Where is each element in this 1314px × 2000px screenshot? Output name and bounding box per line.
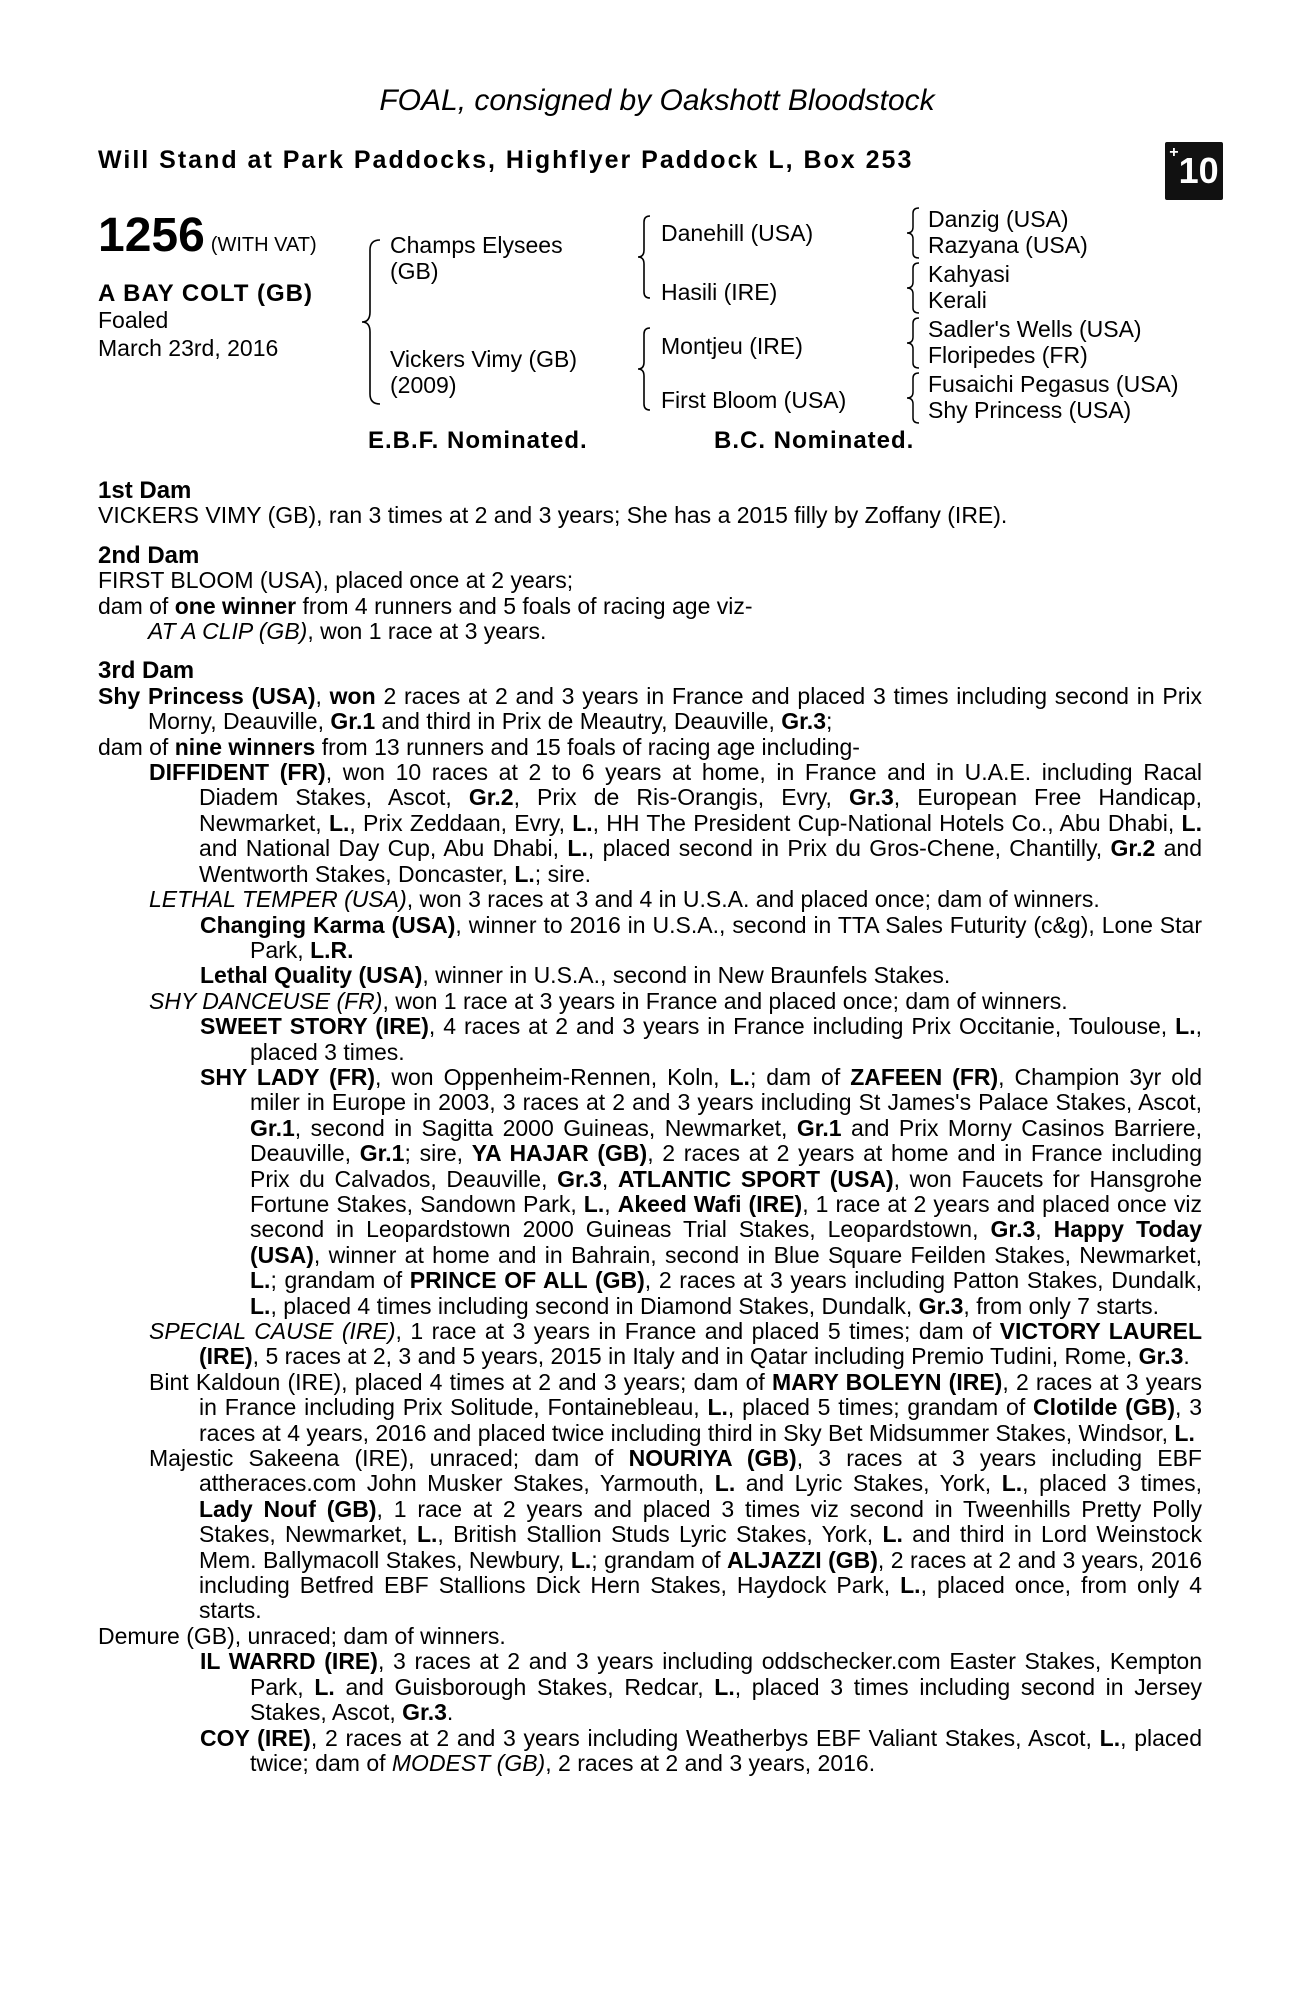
heading-3rd-dam: 3rd Dam <box>98 657 195 685</box>
vat-label: (WITH VAT) <box>210 234 317 256</box>
dam-sire: Montjeu (IRE) <box>661 333 803 359</box>
great-grandparent: Razyana (USA) <box>928 232 1088 258</box>
produce-sweet-story: SWEET STORY (IRE), 4 races at 2 and 3 years in France including Prix Occitanie, Toulouse, L., placed 3 times. <box>200 1013 1202 1065</box>
dam-dam: First Bloom (USA) <box>661 387 847 413</box>
dam1-text: VICKERS VIMY (GB), ran 3 times at 2 and 3 years; She has a 2015 filly by Zoffany (IRE). <box>98 502 1008 529</box>
produce-coy: COY (IRE), 2 races at 2 and 3 years including Weatherbys EBF Valiant Stakes, Ascot, L., placed twice; dam of MODEST (GB), 2 races at 2 and 3 years, 2016. <box>200 1724 1202 1776</box>
produce-lethal-temper: LETHAL TEMPER (USA), won 3 races at 3 and 4 in U.S.A. and placed once; dam of winners. <box>149 886 1100 913</box>
bc-nominated: B.C. Nominated. <box>714 427 915 454</box>
produce-demure: Demure (GB), unraced; dam of winners. <box>98 1622 506 1649</box>
produce-diffident: DIFFIDENT (FR), won 10 races at 2 to 6 years at home, in France and in U.A.E. including Racal Diadem Stakes, Ascot, Gr.2, Prix de Ris-Orangis, Evry, Gr.3, European Free Handicap, Newmarket, L., Prix Zeddaan, Evry, L., HH The President Cup-National Hotels Co., Abu Dhabi, L. and National Day Cup, Abu Dhabi, L., placed second in Prix du Gros-Chene, Chantilly, Gr.2 and Wentworth Stakes, Doncaster, L.; sire. <box>149 759 1203 887</box>
heading-2nd-dam: 2nd Dam <box>98 541 200 569</box>
colt-title: A BAY COLT (GB) <box>98 280 314 307</box>
pedigree-brace <box>905 371 923 425</box>
dam-name: Vickers Vimy (GB) (2009) <box>390 346 578 398</box>
pedigree <box>0 0 1314 460</box>
pedigree-brace <box>905 316 923 370</box>
dam2-line1: FIRST BLOOM (USA), placed once at 2 years; <box>98 567 574 594</box>
great-grandparent: Fusaichi Pegasus (USA) <box>928 371 1179 397</box>
dam2-line3: AT A CLIP (GB), won 1 race at 3 years. <box>148 618 547 645</box>
pedigree-brace <box>905 206 923 260</box>
dam3-produce: dam of nine winners from 13 runners and 15 foals of racing age including- <box>98 733 860 760</box>
pedigree-brace <box>360 238 384 406</box>
produce-il-warrd: IL WARRD (IRE), 3 races at 2 and 3 years including oddschecker.com Easter Stakes, Kempton Park, L. and Guisborough Stakes, Redcar, L., placed 3 times including second in Jersey Stakes, Ascot, Gr.3. <box>200 1648 1202 1726</box>
ebf-nominated: E.B.F. Nominated. <box>368 427 588 454</box>
pedigree-brace <box>636 326 654 412</box>
great-grandparent: Kahyasi <box>928 261 1010 287</box>
produce-shy-lady: SHY LADY (FR), won Oppenheim-Rennen, Koln, L.; dam of ZAFEEN (FR), Champion 3yr old miler in Europe in 2003, 3 races at 2 and 3 years including St James's Palace Stakes, Ascot, Gr.1, second in Sagitta 2000 Guineas, Newmarket, Gr.1 and Prix Morny Casinos Barriere, Deauville, Gr.1; sire, YA HAJAR (GB), 2 races at 2 years at home and in France including Prix du Calvados, Deauville, Gr.3, ATLANTIC SPORT (USA), won Faucets for Hansgrohe Fortune Stakes, Sandown Park, L., Akeed Wafi (IRE), 1 race at 2 years and placed once viz second in Leopardstown 2000 Guineas Trial Stakes, Leopardstown, Gr.3, Happy Today (USA), winner at home and in Bahrain, second in Blue Square Feilden Stakes, Newmarket, L.; grandam of PRINCE OF ALL (GB), 2 races at 3 years including Patton Stakes, Dundalk, L., placed 4 times including second in Diamond Stakes, Dundalk, Gr.3, from only 7 starts. <box>200 1063 1203 1319</box>
produce-lethal-quality: Lethal Quality (USA), winner in U.S.A., second in New Braunfels Stakes. <box>200 962 951 989</box>
granddam: Hasili (IRE) <box>661 279 778 305</box>
lot-num: 1256 <box>98 209 205 262</box>
lot-badge: +10 <box>1165 142 1223 200</box>
produce-special-cause: SPECIAL CAUSE (IRE), 1 race at 3 years in France and placed 5 times; dam of VICTORY LAUREL (IRE), 5 races at 2, 3 and 5 years, 2015 in Italy and in Qatar including Premio Tudini, Rome, Gr.3. <box>149 1318 1202 1370</box>
stand-location: Will Stand at Park Paddocks, Highflyer Paddock L, Box 253 <box>98 146 914 174</box>
page-title: FOAL, consigned by Oakshott Bloodstock <box>379 84 935 117</box>
dam3-shy-princess: Shy Princess (USA), won 2 races at 2 and 3 years in France and placed 3 times including second in Prix Morny, Deauville, Gr.1 and third in Prix de Meautry, Deauville, Gr.3; <box>98 682 1203 735</box>
pedigree-brace <box>905 261 923 315</box>
produce-bint-kaldoun: Bint Kaldoun (IRE), placed 4 times at 2 and 3 years; dam of MARY BOLEYN (IRE), 2 races at 3 years in France including Prix Solitude, Fontainebleau, L., placed 5 times; grandam of Clotilde (GB), 3 races at 4 years, 2016 and placed twice including third in Sky Bet Midsummer Stakes, Windsor, L. <box>149 1368 1203 1446</box>
great-grandparent: Danzig (USA) <box>928 206 1069 232</box>
catalogue-body <box>98 478 1202 1776</box>
great-grandparent: Sadler's Wells (USA) <box>928 316 1142 342</box>
pedigree-brace <box>636 214 654 300</box>
great-grandparent: Floripedes (FR) <box>928 342 1088 368</box>
heading-1st-dam: 1st Dam <box>98 477 192 504</box>
foaled-info: Foaled March 23rd, 2016 <box>98 307 279 361</box>
produce-changing-karma: Changing Karma (USA), winner to 2016 in U.S.A., second in TTA Sales Futurity (c&g), Lone Star Park, L.R. <box>200 911 1202 963</box>
dam2-line2: dam of one winner from 4 runners and 5 foals of racing age viz- <box>98 592 753 619</box>
produce-shy-danceuse: SHY DANCEUSE (FR), won 1 race at 3 years in France and placed once; dam of winners. <box>149 987 1068 1014</box>
produce-majestic-sakeena: Majestic Sakeena (IRE), unraced; dam of NOURIYA (GB), 3 races at 3 years including EBF attheraces.com John Musker Stakes, Yarmouth, L. and Lyric Stakes, York, L., placed 3 times, Lady Nouf (GB), 1 race at 2 years and placed 3 times viz second in Tweenhills Pretty Polly Stakes, Newmarket, L., British Stallion Studs Lyric Stakes, York, L. and third in Lord Weinstock Mem. Ballymacoll Stakes, Newbury, L.; grandam of ALJAZZI (GB), 2 races at 2 and 3 years, 2016 including Betfred EBF Stallions Dick Hern Stakes, Haydock Park, L., placed once, from only 4 starts. <box>149 1445 1203 1624</box>
great-grandparent: Shy Princess (USA) <box>928 397 1132 423</box>
sire-name: Champs Elysees (GB) <box>390 232 563 284</box>
great-grandparent: Kerali <box>928 287 987 313</box>
grandsire: Danehill (USA) <box>661 220 814 246</box>
